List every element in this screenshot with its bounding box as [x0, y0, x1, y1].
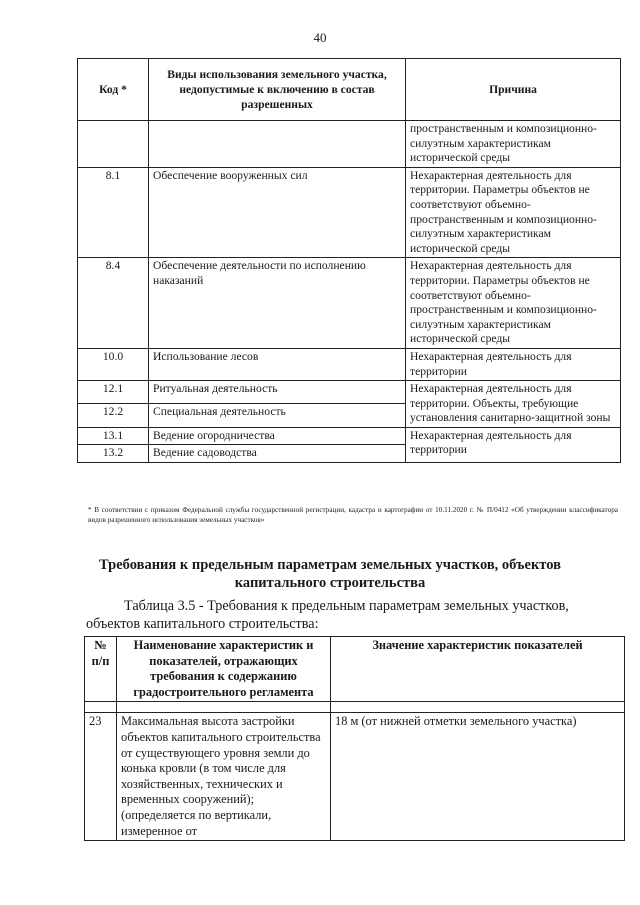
table-header-row	[85, 637, 625, 702]
cell-name: Максимальная высота застройки объектов капитального строительства от существующего уровня земли до конька кровли (в том числе для хозяйственных, технических и временных сооружений); (определяется по вертикали, измеренное от	[117, 713, 331, 841]
cell-reason: Нехарактерная деятельность для территории. Параметры объектов не соответствуют объемно-пространственным и композиционно-силуэтным характеристикам исторической среды	[406, 258, 621, 349]
cell-code: 13.1	[78, 427, 149, 445]
header-kind: Виды использования земельного участка, недопустимые к включению в состав разрешенных	[149, 59, 406, 121]
footnote: * В соответствии с приказом Федеральной службы государственной регистрации, кадастра и картографии от 10.11.2020 г. № П/0412 «Об утверждении классификатора видов разрешенного использования земельных участков»	[88, 506, 618, 524]
cell-kind: Обеспечение деятельности по исполнению наказаний	[149, 258, 406, 349]
cell-kind: Специальная деятельность	[149, 404, 406, 427]
header-num: № п/п	[85, 637, 117, 702]
table-row	[78, 348, 621, 380]
table-row	[78, 258, 621, 349]
cell-code	[78, 121, 149, 168]
cell-code: 13.2	[78, 445, 149, 463]
cell-reason: Нехарактерная деятельность для территории	[406, 348, 621, 380]
prohibited-uses-table	[77, 58, 621, 463]
cell-kind: Обеспечение вооруженных сил	[149, 167, 406, 258]
table-gap-row	[85, 702, 625, 713]
table-row	[78, 381, 621, 404]
section-heading: Требования к предельным параметрам земельных участков, объектов капитального строительства	[99, 557, 561, 591]
page-number: 40	[313, 30, 327, 45]
cell-value: 18 м (от нижней отметки земельного участка)	[331, 713, 625, 841]
table-row	[85, 713, 625, 841]
header-value: Значение характеристик показателей	[331, 637, 625, 702]
table-row	[78, 427, 621, 445]
cell-reason: пространственным и композиционно-силуэтным характеристикам исторической среды	[406, 121, 621, 168]
gap-cell	[85, 702, 117, 713]
cell-reason: Нехарактерная деятельность для территории	[406, 427, 621, 462]
cell-code: 8.1	[78, 167, 149, 258]
table-header-row	[78, 59, 621, 121]
gap-cell	[117, 702, 331, 713]
cell-kind: Использование лесов	[149, 348, 406, 380]
header-code: Код *	[78, 59, 149, 121]
table-row	[78, 167, 621, 258]
cell-kind: Ритуальная деятельность	[149, 381, 406, 404]
cell-code: 8.4	[78, 258, 149, 349]
gap-cell	[331, 702, 625, 713]
cell-num: 23	[85, 713, 117, 841]
cell-kind	[149, 121, 406, 168]
cell-code: 12.1	[78, 381, 149, 404]
header-reason: Причина	[406, 59, 621, 121]
cell-kind: Ведение огородничества	[149, 427, 406, 445]
cell-code: 10.0	[78, 348, 149, 380]
cell-reason: Нехарактерная деятельность для территории. Объекты, требующие установления санитарно-защитной зоны	[406, 381, 621, 428]
header-name: Наименование характеристик и показателей, отражающих требования к содержанию градостроительного регламента	[117, 637, 331, 702]
table-row	[78, 121, 621, 168]
table-caption	[86, 597, 626, 633]
cell-reason: Нехарактерная деятельность для территории. Параметры объектов не соответствуют объемно-пространственным и композиционно-силуэтным характеристикам исторической среды	[406, 167, 621, 258]
table-caption-text: Таблица 3.5 - Требования к предельным параметрам земельных участков, объектов капитального строительства:	[86, 598, 569, 632]
parameters-table	[84, 636, 625, 841]
cell-kind: Ведение садоводства	[149, 445, 406, 463]
cell-code: 12.2	[78, 404, 149, 427]
